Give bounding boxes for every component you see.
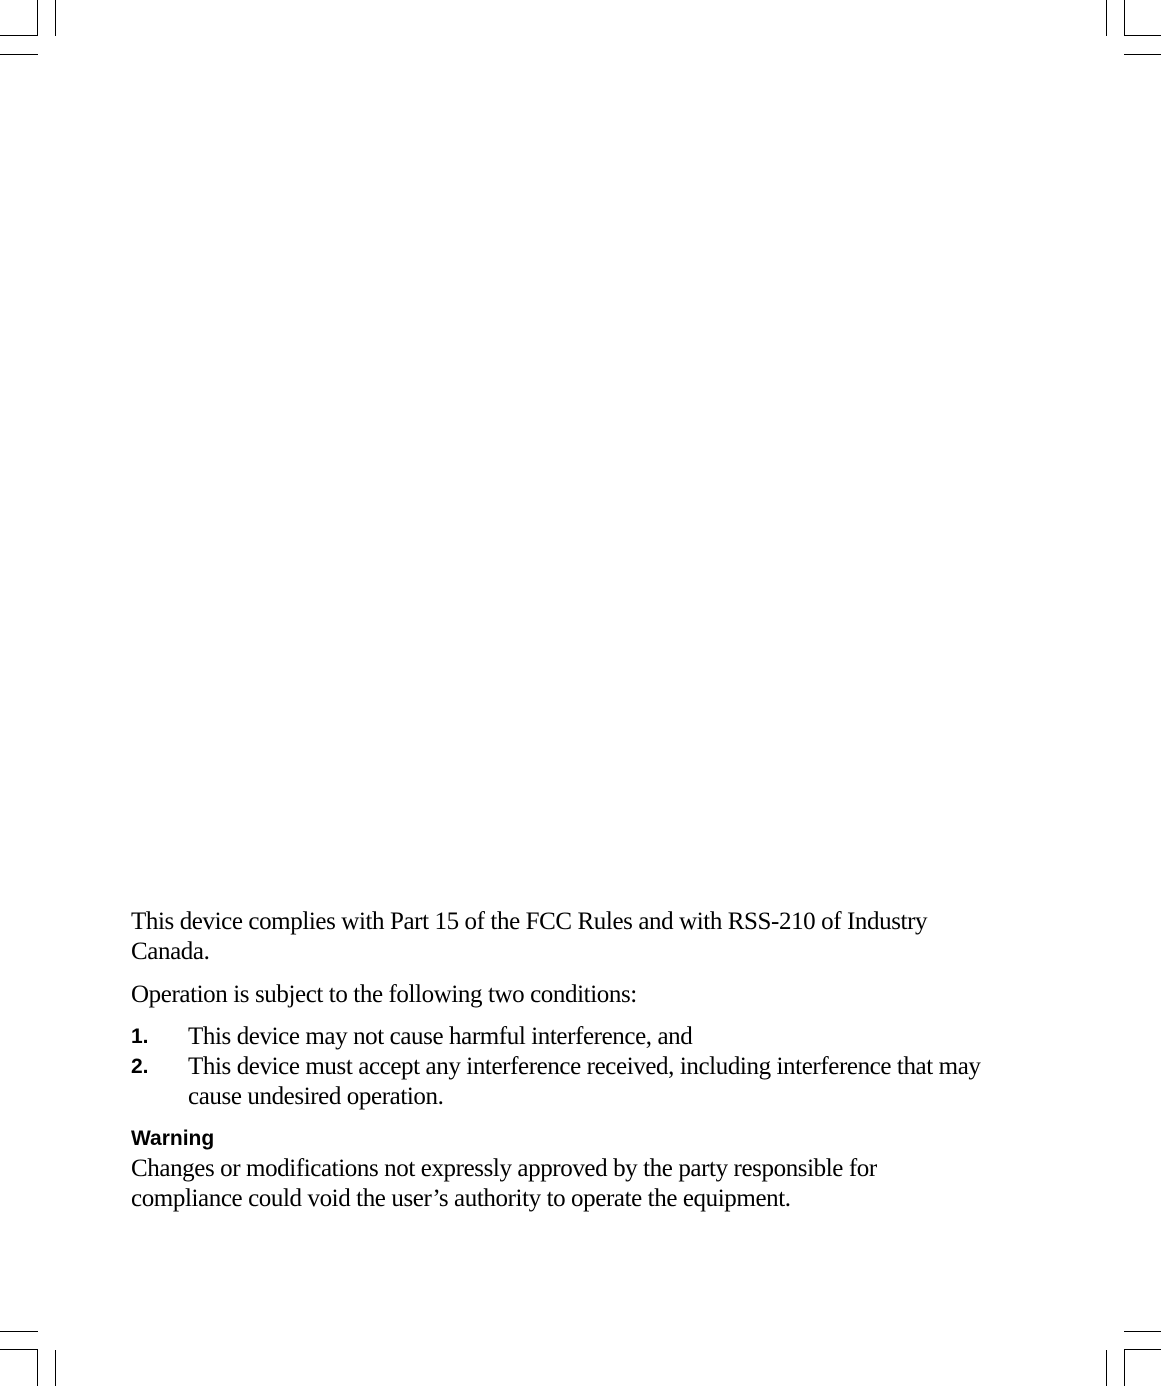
crop-mark: [37, 1350, 38, 1386]
crop-mark: [55, 0, 56, 36]
crop-mark: [1124, 1350, 1125, 1386]
crop-mark: [55, 1350, 56, 1386]
condition-text: This device may not cause harmful interference, and: [188, 1023, 693, 1050]
crop-mark: [1106, 0, 1107, 36]
crop-mark: [0, 1331, 38, 1332]
crop-mark: [1124, 54, 1161, 55]
crop-mark: [1124, 1349, 1161, 1350]
condition-number: 2.: [131, 1055, 149, 1078]
condition-item: [131, 1052, 991, 1112]
crop-mark: [0, 1349, 38, 1350]
condition-text: This device must accept any interference received, including interference that may cause undesired operation.: [188, 1053, 981, 1110]
warning-heading: Warning: [131, 1127, 215, 1150]
crop-mark: [0, 35, 38, 36]
warning-text: Changes or modifications not expressly approved by the party responsible for compliance could void the user’s authority to operate the equipment.: [131, 1155, 877, 1212]
crop-mark: [1124, 0, 1125, 36]
compliance-statement: This device complies with Part 15 of the FCC Rules and with RSS-210 of Industry Canada.: [131, 908, 928, 965]
crop-mark: [1124, 35, 1161, 36]
conditions-intro: Operation is subject to the following two conditions:: [131, 981, 637, 1008]
condition-number: 1.: [131, 1025, 149, 1048]
crop-mark: [1106, 1350, 1107, 1386]
compliance-notice: [131, 907, 991, 1214]
crop-mark: [0, 54, 38, 55]
crop-mark: [1124, 1331, 1161, 1332]
crop-mark: [37, 0, 38, 36]
condition-item: [131, 1022, 991, 1052]
